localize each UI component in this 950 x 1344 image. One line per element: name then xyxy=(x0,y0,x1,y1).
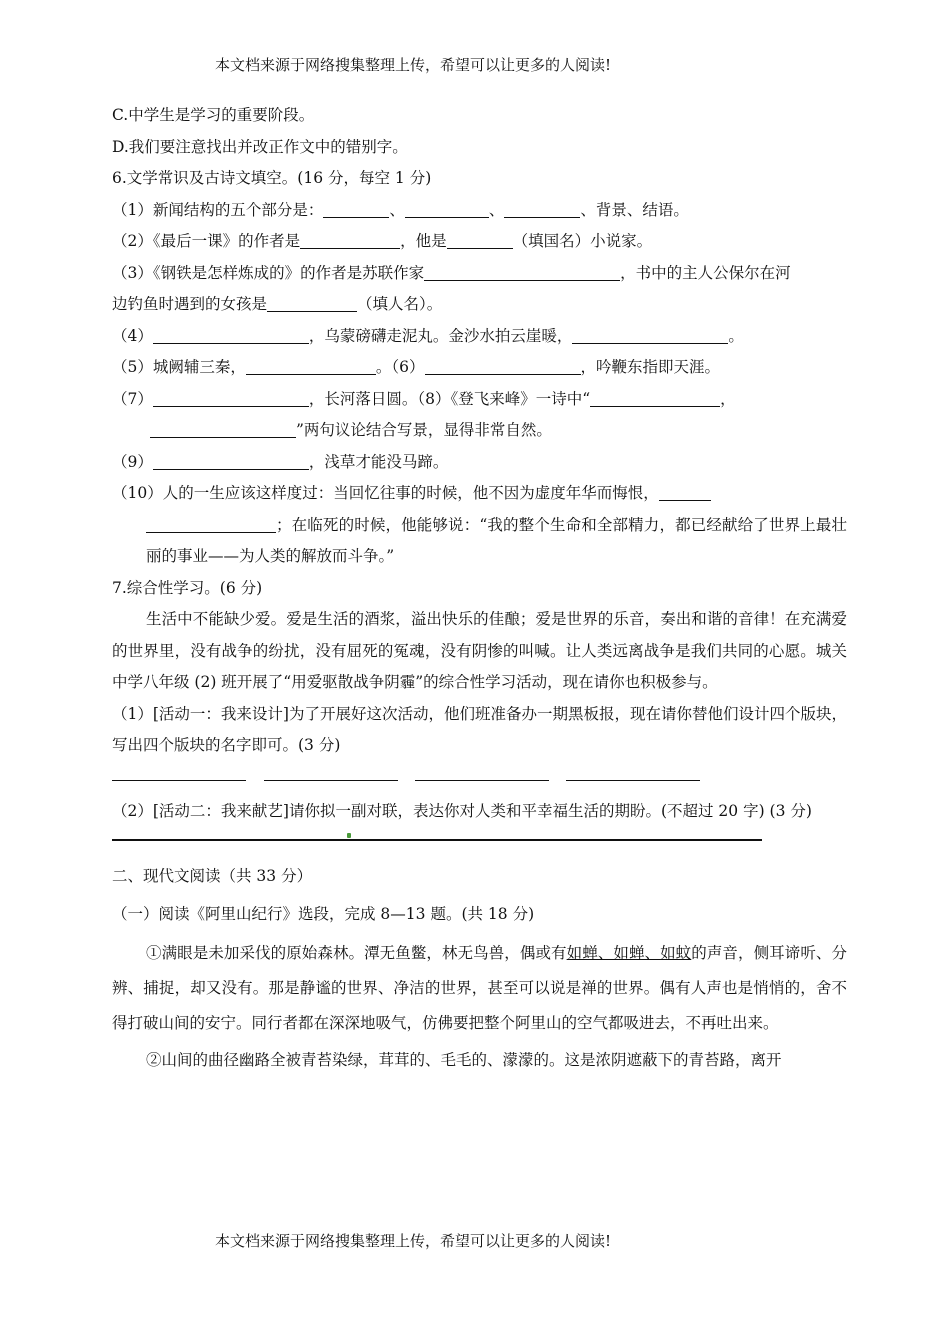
q5-option-d: D.我们要注意找出并改正作文中的错别字。 xyxy=(112,137,408,156)
text: ，乌蒙磅礴走泥丸。金沙水拍云崖暖， xyxy=(308,326,573,345)
fill-blank[interactable] xyxy=(425,359,581,376)
q6-item-10 xyxy=(112,478,847,510)
fill-blank[interactable] xyxy=(146,516,276,533)
text: （填人名）。 xyxy=(357,295,443,313)
answer-blank-4[interactable] xyxy=(566,780,700,781)
reading-paragraph-2: ②山间的曲径幽路全被青苔染绿，茸茸的、毛毛的、濛濛的。这是浓阴遮蔽下的青苔路，离开 xyxy=(146,1051,782,1069)
couplet-answer-line[interactable] xyxy=(112,839,762,841)
q7-couplet-answer xyxy=(112,827,847,859)
text: （3）《钢铁是怎样炼成的》的作者是苏联作家 xyxy=(112,263,425,282)
fill-blank[interactable] xyxy=(590,390,720,407)
text: 。（6） xyxy=(375,358,425,376)
underlined-text: 如蝉、如蝉、如蚊 xyxy=(566,944,692,962)
fill-blank[interactable] xyxy=(572,327,728,344)
q6-item-8-cont xyxy=(112,415,847,447)
fill-blank[interactable] xyxy=(405,201,489,218)
fill-blank[interactable] xyxy=(424,264,620,281)
text: ，书中的主人公保尔在河 xyxy=(620,263,791,282)
section2-subtitle: （一）阅读《阿里山纪行》选段，完成 8—13 题。(共 18 分) xyxy=(112,904,535,923)
text: ；在临死的时候，他能够说：“我的整个生命和全部精力，都已经献给了世界上最壮丽的事业——为人类的解放而斗争。” xyxy=(146,515,847,565)
answer-blank-3[interactable] xyxy=(415,780,549,781)
q6-item-2 xyxy=(112,226,847,258)
q6-item-10-cont xyxy=(112,510,847,573)
fill-blank[interactable] xyxy=(447,233,513,250)
text: ①满眼是未加采伐的原始森林。潭无鱼鳖，林无鸟兽，偶或有 xyxy=(146,944,567,962)
text: 边钓鱼时遇到的女孩是 xyxy=(112,295,268,313)
fill-blank[interactable] xyxy=(150,422,296,439)
fill-blank[interactable] xyxy=(153,453,309,470)
q6-item-1 xyxy=(112,195,847,227)
q7-activity-2: （2）[活动二：我来献艺]请你拟一副对联，表达你对人类和平幸福生活的期盼。(不超过 20 字) (3 分) xyxy=(112,801,812,820)
q6-item-9 xyxy=(112,447,847,479)
fill-blank[interactable] xyxy=(504,201,580,218)
fill-blank[interactable] xyxy=(246,359,376,376)
text: ，他是 xyxy=(400,232,447,250)
text: 、背景、结语。 xyxy=(580,200,689,219)
fill-blank[interactable] xyxy=(323,201,389,218)
text: ， xyxy=(720,389,736,408)
text: ，吟鞭东指即天涯。 xyxy=(580,358,721,376)
q7-answer-blanks xyxy=(112,762,847,796)
text: （4） xyxy=(112,326,153,345)
page-footer: 本文档来源于网络搜集整理上传，希望可以让更多的人阅读! xyxy=(215,1232,612,1250)
text: 、 xyxy=(389,200,405,219)
text: ”两句议论结合写景，显得非常自然。 xyxy=(296,421,552,439)
section2-title: 二、现代文阅读（共 33 分） xyxy=(112,867,313,885)
text: ，浅草才能没马蹄。 xyxy=(308,452,449,471)
text: 。 xyxy=(728,326,744,345)
text: （填国名）小说家。 xyxy=(512,232,653,250)
q7-intro: 生活中不能缺少爱。爱是生活的酒浆，溢出快乐的佳酿；爱是世界的乐音，奏出和谐的音律！在充满爱的世界里，没有战争的纷扰，没有屈死的冤魂，没有阴惨的叫喊。让人类远离战争是我们共同的心愿。城关中学八年级 (2) 班开展了“用爱驱散战争阴霾”的综合性学习活动，现在请你也积极参与。 xyxy=(112,610,847,691)
q7-title: 7.综合性学习。(6 分) xyxy=(112,578,263,597)
fill-blank[interactable] xyxy=(153,327,309,344)
q6-item-4 xyxy=(112,321,847,353)
fill-blank[interactable] xyxy=(153,390,309,407)
text: （10）人的一生应该这样度过：当回忆往事的时候，他不因为虚度年华而悔恨， xyxy=(112,484,659,502)
q6-item-7-8 xyxy=(112,384,847,416)
q6-title: 6.文学常识及古诗文填空。(16 分，每空 1 分) xyxy=(112,169,432,187)
content xyxy=(112,100,847,1077)
text: 的声音，侧耳谛听、分辨、捕捉，却又没有。那是静谧的世界、净洁的世界，甚至可以说是禅的世界。偶有人声也是悄悄的，舍不得打破山间的安宁。同行者都在深深地吸气，仿佛要把整个阿里山的空气都吸进去，不再吐出来。 xyxy=(112,944,847,1032)
q7-activity-1: （1）[活动一：我来设计]为了开展好这次活动，他们班准备办一期黑板报，现在请你替他们设计四个版块，写出四个版块的名字即可。(3 分) xyxy=(112,704,847,754)
text: （2）《最后一课》的作者是 xyxy=(112,232,301,250)
text: （5）城阙辅三秦， xyxy=(112,358,246,376)
fill-blank[interactable] xyxy=(300,233,400,250)
q5-option-c: C.中学生是学习的重要阶段。 xyxy=(112,106,315,124)
text: （7） xyxy=(112,389,153,408)
text: （9） xyxy=(112,452,153,471)
text: ，长河落日圆。（8）《登飞来峰》一诗中“ xyxy=(308,389,591,408)
text: （1）新闻结构的五个部分是： xyxy=(112,200,324,219)
q6-item-5-6 xyxy=(112,352,847,384)
q6-item-3 xyxy=(112,258,847,290)
text: 、 xyxy=(488,200,505,219)
answer-blank-1[interactable] xyxy=(112,780,246,781)
reading-paragraph-1 xyxy=(112,936,847,1041)
q6-item-3-cont xyxy=(112,289,847,321)
fill-blank[interactable] xyxy=(267,296,357,313)
answer-blank-2[interactable] xyxy=(264,780,398,781)
fill-blank[interactable] xyxy=(659,485,711,502)
green-speck xyxy=(347,833,351,838)
page-header: 本文档来源于网络搜集整理上传，希望可以让更多的人阅读! xyxy=(215,56,612,74)
